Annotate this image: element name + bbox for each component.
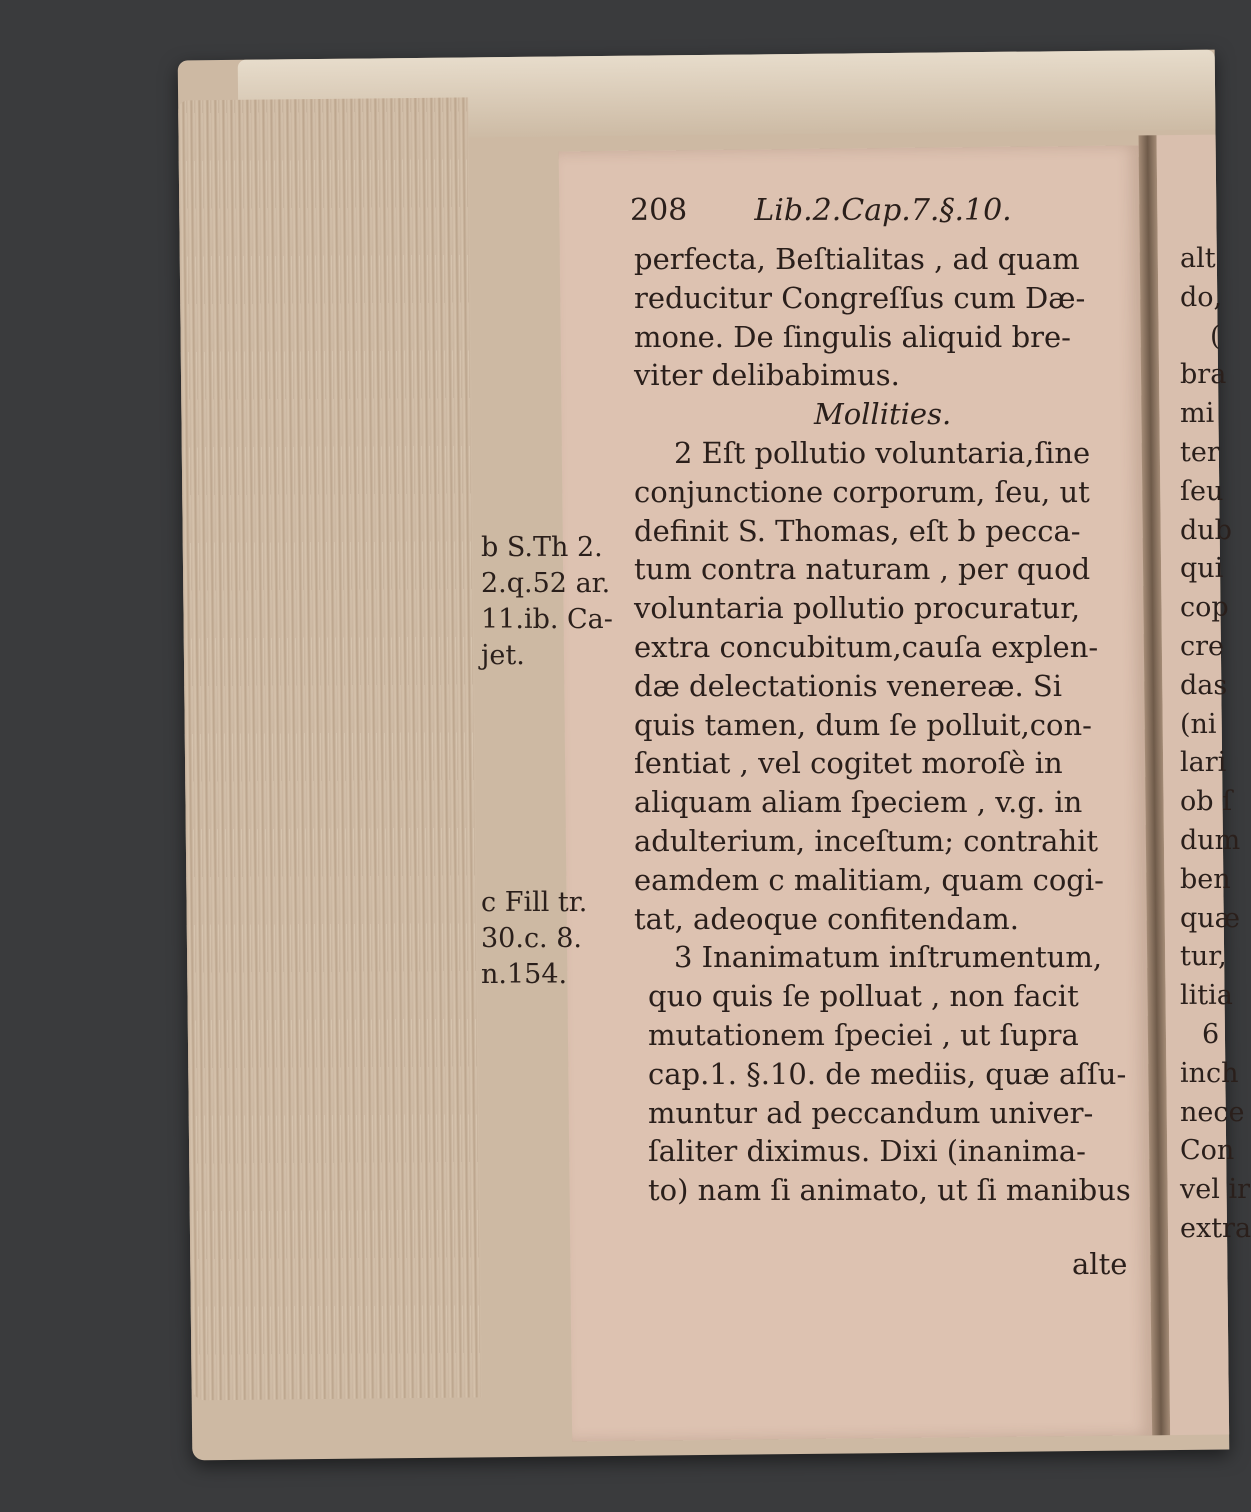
text-fragment: (ni: [1180, 708, 1217, 740]
text-fragment: qui: [1180, 553, 1224, 585]
text-line: to) nam ſi animato, ut ſi manibus: [648, 1173, 1131, 1208]
text-fragment: inch: [1180, 1057, 1239, 1089]
text-fragment: bra: [1180, 359, 1227, 391]
margin-note-line: jet.: [481, 640, 525, 671]
text-fragment: dub: [1180, 514, 1232, 546]
text-line: mone. De ſingulis aliquid bre-: [634, 319, 1071, 354]
right-page-text: [1180, 240, 1251, 1249]
text-line: ſentiat , vel cogitet moroſè in: [634, 746, 1063, 781]
margin-note-line: c Fill tr.: [481, 887, 588, 918]
text-line: quis tamen, dum ſe polluit,con-: [634, 707, 1092, 742]
catchword: alte: [1072, 1247, 1128, 1281]
text-fragment: tur,: [1180, 941, 1227, 973]
text-line: tum contra naturam , per quod: [634, 552, 1091, 587]
text-fragment: quæ: [1180, 902, 1241, 934]
page-edges: [178, 97, 482, 1400]
text-fragment: cop: [1180, 592, 1229, 624]
text-line: mutationem ſpeciei , ut ſupra: [648, 1017, 1079, 1052]
text-fragment: litia: [1180, 980, 1233, 1012]
text-line: viter delibabimus.: [634, 358, 900, 393]
text-fragment: ter: [1180, 436, 1220, 468]
text-line: adulterium, inceſtum; contrahit: [634, 823, 1099, 858]
text-fragment: cre: [1180, 630, 1225, 662]
text-fragment: (: [1210, 320, 1221, 352]
text-fragment: do,: [1180, 281, 1223, 313]
text-line: muntur ad peccandum univer-: [648, 1095, 1094, 1130]
text-fragment: vel ir: [1180, 1174, 1250, 1206]
margin-note-line: n.154.: [481, 959, 568, 990]
text-line: conjunctione corporum, ſeu, ut: [634, 474, 1090, 509]
text-fragment: 6: [1202, 1018, 1220, 1050]
text-line: quo quis ſe polluat , non facit: [648, 979, 1079, 1014]
text-line: eamdem c malitiam, quam cogi-: [634, 862, 1104, 897]
text-fragment: lari: [1180, 747, 1227, 779]
margin-note-line: 11.ib. Ca-: [481, 604, 613, 635]
text-fragment: nece: [1180, 1096, 1245, 1128]
section-heading: Mollities.: [814, 397, 952, 432]
text-line: voluntaria pollutio procuratur,: [634, 591, 1081, 626]
running-title: Lib.2.Cap.7.§.10.: [754, 193, 1012, 228]
body-text: [634, 240, 1131, 1210]
margin-note-line: 30.c. 8.: [481, 923, 582, 954]
margin-note-line: b S.Th 2.: [481, 532, 603, 563]
text-fragment: das: [1180, 669, 1228, 701]
text-line: 2 Eſt pollutio voluntaria,ſine: [674, 435, 1091, 470]
text-line: reducitur Congreſſus cum Dæ-: [634, 280, 1086, 315]
text-fragment: ſeu: [1180, 475, 1224, 507]
text-line: dæ delectationis venereæ. Si: [634, 668, 1063, 703]
text-line: tat, adeoque confitendam.: [634, 901, 1019, 936]
text-fragment: Con: [1180, 1135, 1235, 1167]
text-line: aliquam aliam ſpeciem , v.g. in: [634, 785, 1083, 820]
page-number: 208: [630, 193, 688, 228]
text-fragment: mi: [1180, 398, 1215, 430]
margin-note-c: [481, 885, 587, 993]
text-fragment: dum: [1180, 824, 1241, 856]
margin-note-line: 2.q.52 ar.: [481, 568, 611, 599]
text-line: 3 Inanimatum inſtrumentum,: [674, 940, 1103, 975]
text-fragment: extra: [1180, 1212, 1251, 1244]
text-line: perfecta, Beſtialitas , ad quam: [634, 242, 1080, 276]
text-line: extra concubitum,cauſa explen-: [634, 629, 1099, 664]
text-fragment: alt: [1180, 243, 1216, 274]
page-header: [630, 193, 1012, 228]
text-fragment: ben: [1180, 863, 1231, 895]
text-line: ſaliter diximus. Dixi (inanima-: [648, 1134, 1086, 1169]
margin-note-b: [481, 530, 613, 674]
text-line: definit S. Thomas, eſt b pecca-: [634, 513, 1081, 548]
text-fragment: ob ſ: [1180, 786, 1233, 818]
text-line: cap.1. §.10. de mediis, quæ aſſu-: [648, 1056, 1127, 1091]
